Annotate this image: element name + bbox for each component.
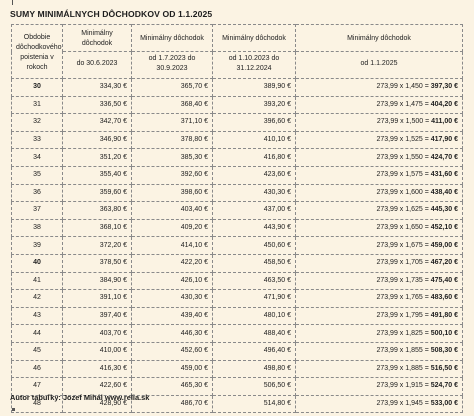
cell-formula: 273,99 x 1,575 = xyxy=(376,171,429,179)
cell-c4 xyxy=(296,325,463,343)
cell-c1: 403,70 € xyxy=(63,325,132,343)
top-mark xyxy=(12,0,13,5)
cell-c3: 410,10 € xyxy=(213,131,296,149)
cell-c3: 443,90 € xyxy=(213,219,296,237)
cell-c2: 385,30 € xyxy=(132,149,213,167)
cell-c1: 355,40 € xyxy=(63,166,132,184)
cell-age: 47 xyxy=(12,378,63,396)
cell-c2: 371,10 € xyxy=(132,114,213,132)
table-row xyxy=(12,219,463,237)
table-row xyxy=(12,272,463,290)
cell-c2: 430,30 € xyxy=(132,290,213,308)
cell-total: 483,60 € xyxy=(430,294,458,302)
cell-c1: 422,60 € xyxy=(63,378,132,396)
cell-c1: 368,10 € xyxy=(63,219,132,237)
cell-c4 xyxy=(296,149,463,167)
table-row xyxy=(12,79,463,97)
cell-c3: 396,60 € xyxy=(213,114,296,132)
table-row xyxy=(12,202,463,220)
cell-total: 411,00 € xyxy=(431,118,458,126)
cell-c2: 403,40 € xyxy=(132,202,213,220)
cell-total: 445,30 € xyxy=(430,206,458,214)
table-row xyxy=(12,360,463,378)
cell-total: 491,80 € xyxy=(430,312,458,320)
table-row xyxy=(12,237,463,255)
cell-total: 424,70 € xyxy=(430,153,458,161)
cell-total: 533,00 € xyxy=(430,399,458,407)
cell-c2: 459,00 € xyxy=(132,360,213,378)
cell-c3: 393,20 € xyxy=(213,96,296,114)
cell-c3: 389,90 € xyxy=(213,79,296,97)
cell-formula: 273,99 x 1,765 = xyxy=(376,294,429,302)
cell-c3: 496,40 € xyxy=(213,342,296,360)
cell-c2: 365,70 € xyxy=(132,79,213,97)
cell-c1: 351,20 € xyxy=(63,149,132,167)
cell-c2: 426,10 € xyxy=(132,272,213,290)
cell-c4 xyxy=(296,342,463,360)
cell-age: 31 xyxy=(12,96,63,114)
cell-c3: 437,00 € xyxy=(213,202,296,220)
cell-formula: 273,99 x 1,475 = xyxy=(376,100,429,108)
header-c2-line1: Minimálny dôchodok xyxy=(132,25,213,52)
cell-c3: 450,60 € xyxy=(213,237,296,255)
header-row-2 xyxy=(12,52,463,79)
table-row xyxy=(12,166,463,184)
header-c3-line1: Minimálny dôchodok xyxy=(213,25,296,52)
cell-formula: 273,99 x 1,525 = xyxy=(376,136,429,144)
cell-c3: 498,80 € xyxy=(213,360,296,378)
cell-c2: 368,40 € xyxy=(132,96,213,114)
header-age xyxy=(12,25,63,79)
cell-c1: 334,30 € xyxy=(63,79,132,97)
cell-c2: 392,60 € xyxy=(132,166,213,184)
cell-c3: 430,30 € xyxy=(213,184,296,202)
cell-c4 xyxy=(296,114,463,132)
cell-c4 xyxy=(296,219,463,237)
cell-c4 xyxy=(296,290,463,308)
cell-age: 43 xyxy=(12,307,63,325)
cell-c2: 422,20 € xyxy=(132,254,213,272)
cell-age: 46 xyxy=(12,360,63,378)
cell-total: 524,70 € xyxy=(430,382,458,390)
cell-c3: 423,60 € xyxy=(213,166,296,184)
table-body xyxy=(12,79,463,413)
cell-c4 xyxy=(296,237,463,255)
cell-formula: 273,99 x 1,650 = xyxy=(376,224,429,232)
cell-c4 xyxy=(296,166,463,184)
cell-c1: 378,50 € xyxy=(63,254,132,272)
cell-c1: 384,90 € xyxy=(63,272,132,290)
cell-c1: 428,90 € xyxy=(63,395,132,413)
cell-formula: 273,99 x 1,855 = xyxy=(376,347,429,355)
cell-c2: 398,60 € xyxy=(132,184,213,202)
cell-c4 xyxy=(296,79,463,97)
cell-c3: 506,50 € xyxy=(213,378,296,396)
cell-total: 452,10 € xyxy=(430,224,458,232)
cell-age: 39 xyxy=(12,237,63,255)
cell-c2: 378,80 € xyxy=(132,131,213,149)
cell-c4 xyxy=(296,307,463,325)
cell-formula: 273,99 x 1,795 = xyxy=(376,312,429,320)
cell-age: 32 xyxy=(12,114,63,132)
cell-c3: 416,80 € xyxy=(213,149,296,167)
table-row xyxy=(12,184,463,202)
cell-total: 500,10 € xyxy=(430,329,458,337)
cell-c1: 391,10 € xyxy=(63,290,132,308)
cell-total: 475,40 € xyxy=(430,276,458,284)
cell-c2: 439,40 € xyxy=(132,307,213,325)
table-row xyxy=(12,254,463,272)
header-c4-line1: Minimálny dôchodok xyxy=(296,25,463,52)
cell-age: 48 xyxy=(12,395,63,413)
header-c3-line2: od 1.10.2023 do 31.12.2024 xyxy=(213,52,296,79)
cell-c3: 471,90 € xyxy=(213,290,296,308)
cell-c3: 463,50 € xyxy=(213,272,296,290)
cell-age: 33 xyxy=(12,131,63,149)
table-row xyxy=(12,342,463,360)
table-row xyxy=(12,307,463,325)
cell-c3: 514,80 € xyxy=(213,395,296,413)
header-c1-line2: do 30.6.2023 xyxy=(63,52,132,79)
cell-c2: 452,60 € xyxy=(132,342,213,360)
page-title: SUMY MINIMÁLNYCH DÔCHODKOV OD 1.1.2025 xyxy=(10,9,213,19)
cell-age: 42 xyxy=(12,290,63,308)
cell-c1: 336,50 € xyxy=(63,96,132,114)
table-row xyxy=(12,131,463,149)
header-c4-line2: od 1.1.2025 xyxy=(296,52,463,79)
cell-c3: 488,40 € xyxy=(213,325,296,343)
cell-total: 417,90 € xyxy=(430,136,458,144)
cell-formula: 273,99 x 1,675 = xyxy=(376,241,429,249)
cell-c1: 359,60 € xyxy=(63,184,132,202)
cell-c2: 414,10 € xyxy=(132,237,213,255)
cell-c4 xyxy=(296,184,463,202)
cell-formula: 273,99 x 1,450 = xyxy=(376,83,429,91)
cell-age: 37 xyxy=(12,202,63,220)
cell-formula: 273,99 x 1,500 = xyxy=(376,118,430,126)
cell-c1: 410,00 € xyxy=(63,342,132,360)
cell-formula: 273,99 x 1,600 = xyxy=(376,188,429,196)
cell-formula: 273,99 x 1,825 = xyxy=(376,329,429,337)
cell-total: 508,30 € xyxy=(430,347,458,355)
cell-total: 467,20 € xyxy=(430,259,458,267)
header-c2-line2: od 1.7.2023 do 30.9.2023 xyxy=(132,52,213,79)
cell-age: 38 xyxy=(12,219,63,237)
cell-c4 xyxy=(296,378,463,396)
header-age-line1: Obdobie xyxy=(23,33,51,41)
cell-c1: 346,90 € xyxy=(63,131,132,149)
cell-age: 44 xyxy=(12,325,63,343)
cell-age: 34 xyxy=(12,149,63,167)
table-row xyxy=(12,290,463,308)
cell-c1: 363,80 € xyxy=(63,202,132,220)
cell-c1: 372,20 € xyxy=(63,237,132,255)
cell-c4 xyxy=(296,395,463,413)
cell-c4 xyxy=(296,360,463,378)
cell-c1: 342,70 € xyxy=(63,114,132,132)
cell-age: 45 xyxy=(12,342,63,360)
cell-c1: 397,40 € xyxy=(63,307,132,325)
header-age-line2: dôchodkového xyxy=(16,43,62,51)
cell-total: 397,30 € xyxy=(430,83,458,91)
cell-c4 xyxy=(296,254,463,272)
cell-c3: 458,50 € xyxy=(213,254,296,272)
header-row xyxy=(12,25,463,52)
cell-total: 404,20 € xyxy=(430,100,458,108)
table-row xyxy=(12,325,463,343)
cell-formula: 273,99 x 1,945 = xyxy=(376,399,429,407)
cell-c1: 416,30 € xyxy=(63,360,132,378)
cell-c2: 409,20 € xyxy=(132,219,213,237)
cell-c2: 486,70 € xyxy=(132,395,213,413)
bottom-mark xyxy=(12,408,15,411)
cell-c4 xyxy=(296,202,463,220)
table-row xyxy=(12,149,463,167)
cell-formula: 273,99 x 1,550 = xyxy=(376,153,429,161)
cell-formula: 273,99 x 1,915 = xyxy=(376,382,429,390)
cell-age: 36 xyxy=(12,184,63,202)
cell-formula: 273,99 x 1,705 = xyxy=(376,259,429,267)
cell-formula: 273,99 x 1,735 = xyxy=(376,276,429,284)
cell-formula: 273,99 x 1,885 = xyxy=(376,364,429,372)
cell-total: 438,40 € xyxy=(430,188,458,196)
cell-age: 30 xyxy=(12,79,63,97)
author-credit: Autor tabuľky: Jozef Mihál www.relia.sk xyxy=(10,393,150,402)
cell-c2: 465,30 € xyxy=(132,378,213,396)
cell-total: 459,00 € xyxy=(430,241,458,249)
cell-age: 40 xyxy=(12,254,63,272)
cell-formula: 273,99 x 1,625 = xyxy=(376,206,429,214)
pension-table xyxy=(11,24,463,413)
header-c1-line1: Minimálny dôchodok xyxy=(63,25,132,52)
cell-c4 xyxy=(296,272,463,290)
cell-c4 xyxy=(296,96,463,114)
cell-total: 516,50 € xyxy=(430,364,458,372)
cell-c3: 480,10 € xyxy=(213,307,296,325)
table-row xyxy=(12,96,463,114)
cell-total: 431,60 € xyxy=(430,171,458,179)
header-age-line3: poistenia v rokoch xyxy=(20,53,54,71)
cell-c4 xyxy=(296,131,463,149)
cell-age: 35 xyxy=(12,166,63,184)
cell-c2: 446,30 € xyxy=(132,325,213,343)
cell-age: 41 xyxy=(12,272,63,290)
table-row xyxy=(12,114,463,132)
